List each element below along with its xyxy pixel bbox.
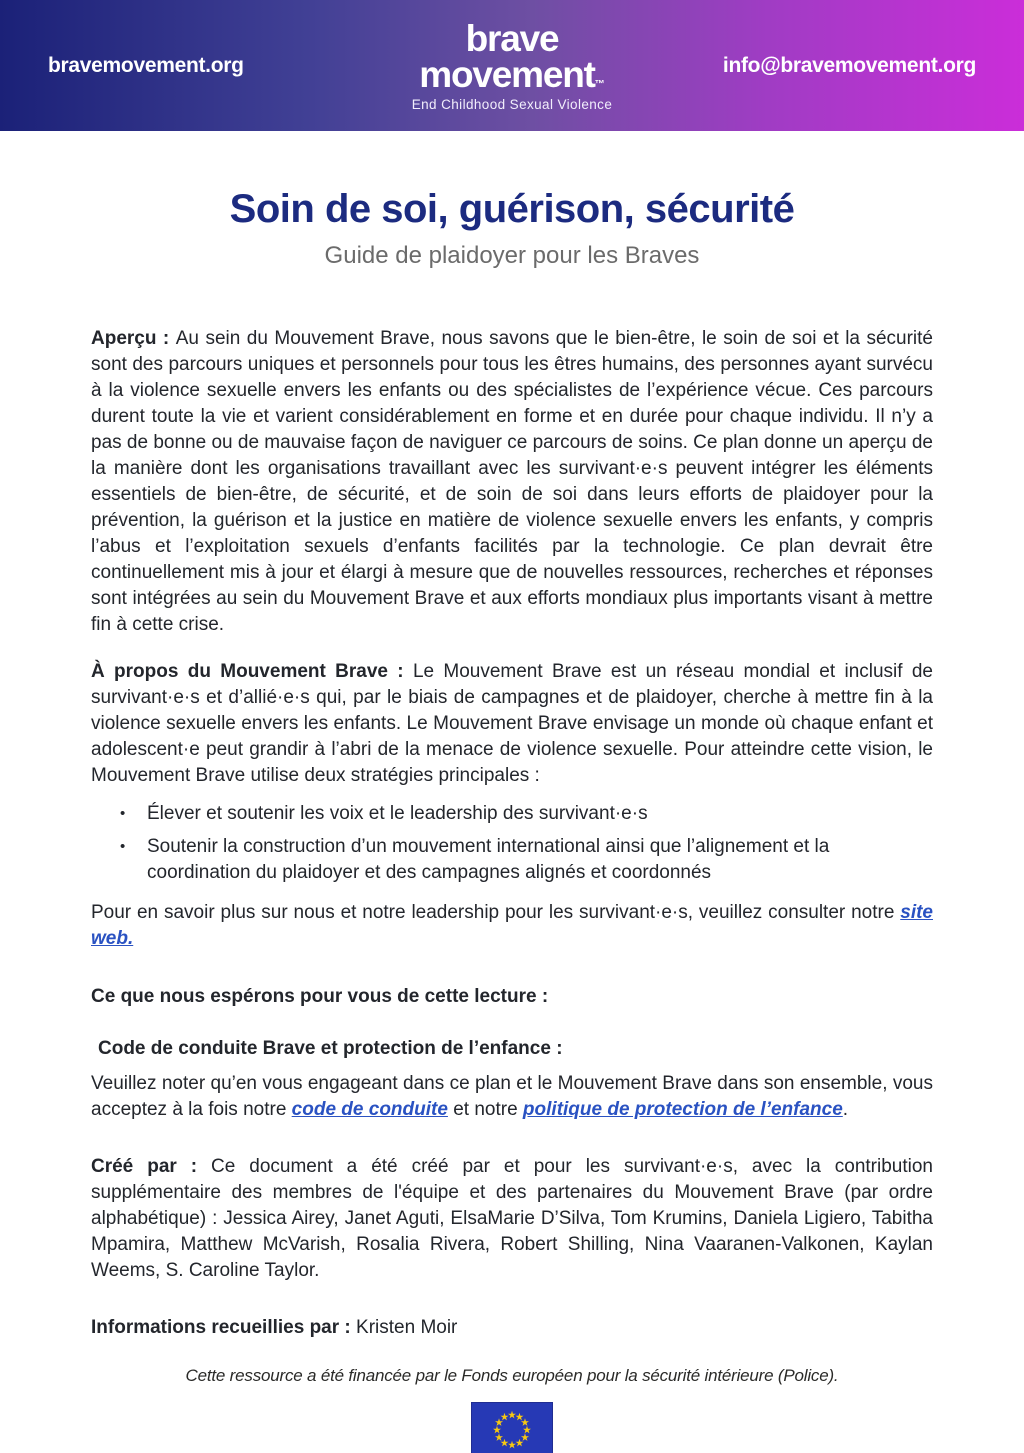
list-item-strategy-1: • Élever et soutenir les voix et le leadership des survivant·e·s [120,801,933,827]
overview-text: Au sein du Mouvement Brave, nous savons que le bien-être, le soin de soi et la sécurité sont des parcours uniques et personnels pour tous les êtres humains, des personnes ayant survécu à la violence sexuelle envers les enfants ou des spécialistes de l’expérience vécue. Ces parcours durent toute la vie et varient considérablement en forme et en durée pour chaque individu. Il n’y a pas de bonne ou de mauvaise façon de naviguer ce parcours de soins. Ce plan donne un aperçu de la manière dont les organisations travaillant avec les survivant·e·s peuvent intégrer les éléments essentiels de bien-être, de sécurité, et de soin de soi dans leurs efforts de plaidoyer pour la prévention, la guérison et la justice en matière de violence sexuelle envers les enfants, y compris l’abus et l’exploitation sexuels d’enfants facilités par la technologie. Ce plan devrait être continuellement mis à jour et élargi à mesure que de nouvelles ressources, recherches et réponses sont intégrées au sein du Mouvement Brave et aux efforts mondiaux plus importants visant à mettre fin à cette crise. [91,328,933,635]
child-protection-policy-link[interactable]: politique de protection de l’enfance [522,1099,843,1120]
logo-tagline: End Childhood Sexual Violence [411,97,613,113]
eu-flag-icon [471,1402,553,1453]
trademark-symbol: ™ [594,78,605,90]
code-text-2: et notre [447,1099,523,1120]
about-text: Le Mouvement Brave est un réseau mondial et inclusif de survivant·e·s et d’allié·e·s qui, par le biais de campagnes et de plaidoyer, cherche à mettre fin à la violence sexuelle envers les enfants. Le Mouvement Brave envisage un monde où chaque enfant et adolescent·e peut grandir à l’abri de la menace de violence sexuelle. Pour atteindre cette vision, le Mouvement Brave utilise deux stratégies principales : [91,661,933,786]
paragraph-learn-more [91,900,933,952]
logo-word-movement-text: movement [419,53,595,95]
page-title: Soin de soi, guérison, sécurité [229,187,795,231]
paragraph-overview [91,326,933,638]
learn-more-text: Pour en savoir plus sur nous et notre leadership pour les survivant·e·s, veuillez consulter notre [91,902,901,923]
logo-word-movement [412,53,613,95]
created-by-text: Ce document a été créé par et pour les survivant·e·s, avec la contribution supplémentaire des membres de l'équipe et des partenaires du Mouvement Brave (par ordre alphabétique) : Jessica Airey, Janet Aguti, ElsaMarie D’Silva, Tom Krumins, Daniela Ligiero, Tabitha Mpamira, Matthew McVarish, Rosalia Rivera, Robert Shilling, Nina Vaaranen-Valkonen, Kaylan Weems, S. Caroline Taylor. [91,1156,933,1281]
header-website-url[interactable]: bravemovement.org [48,53,244,77]
document-footer [0,1366,1024,1453]
paragraph-collected-by [91,1315,933,1341]
collected-by-text: Kristen Moir [356,1317,458,1338]
page-subtitle: Guide de plaidoyer pour les Braves [324,242,700,269]
code-text-3: . [842,1099,849,1120]
code-text-1: Veuillez noter qu’en vous engageant dans ce plan et le Mouvement Brave dans son ensemble, vous acceptez à la fois notre [91,1073,933,1120]
overview-label: Aperçu : [91,328,176,349]
heading-hopes: Ce que nous espérons pour vous de cette lecture : [91,986,549,1007]
paragraph-code-of-conduct [91,1071,933,1123]
website-link[interactable]: site web. [91,902,933,949]
code-of-conduct-link[interactable]: code de conduite [291,1099,448,1120]
created-by-label: Créé par : [91,1156,212,1177]
brand-logo [412,19,613,112]
paragraph-created-by [91,1154,933,1284]
logo-word-brave: brave [465,17,559,59]
header-banner [0,0,1024,131]
strategy-list [91,801,933,886]
heading-code-of-conduct: Code de conduite Brave et protection de l’enfance : [98,1038,563,1059]
funding-note: Cette ressource a été financée par le Fonds européen pour la sécurité intérieure (Police). [185,1366,839,1385]
list-item-strategy-2: • Soutenir la construction d’un mouvement international ainsi que l’alignement et la coordination du plaidoyer et des campagnes alignés et coordonnés [120,834,933,886]
document-body [91,326,933,1341]
collected-by-label: Informations recueillies par : [91,1317,357,1338]
about-label: À propos du Mouvement Brave : [91,661,413,682]
paragraph-about [91,659,933,789]
header-contact-email[interactable]: info@bravemovement.org [722,53,976,77]
